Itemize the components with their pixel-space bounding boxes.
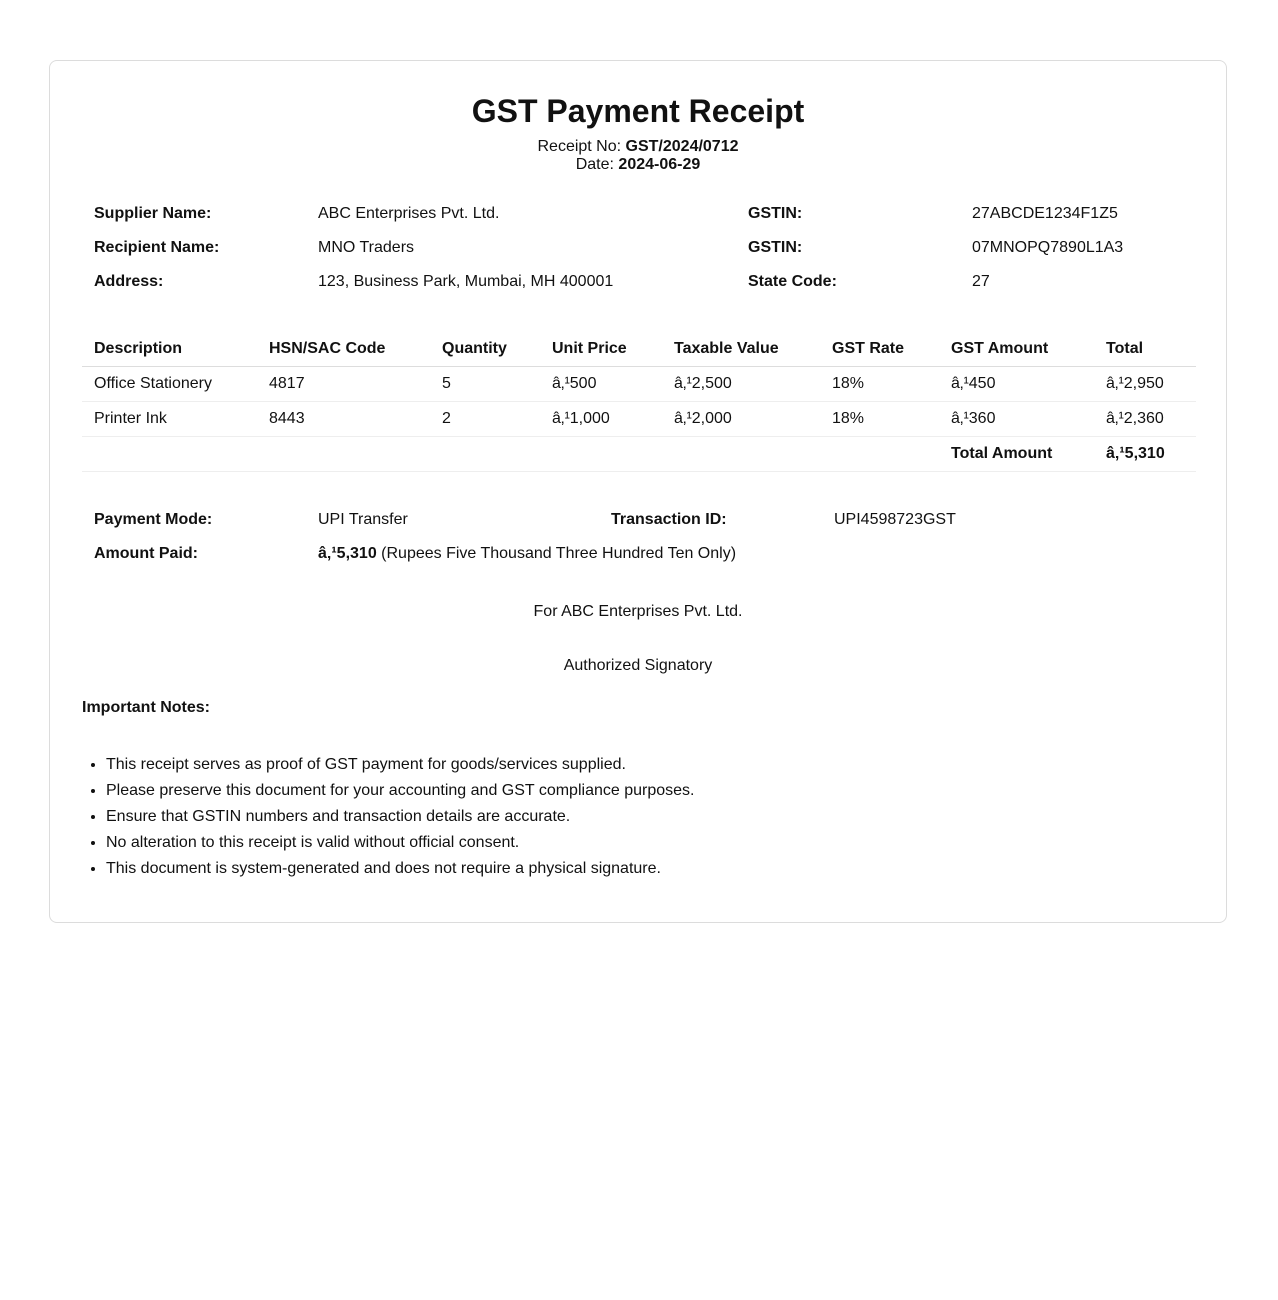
address-label: Address:	[94, 273, 164, 290]
amount-paid-words: (Rupees Five Thousand Three Hundred Ten Only)	[376, 545, 737, 562]
table-cell: â‚¹2,360	[1094, 402, 1196, 437]
table-cell: 18%	[820, 367, 939, 402]
amount-paid-row	[82, 537, 1196, 571]
table-cell: 18%	[820, 402, 939, 437]
column-header: Unit Price	[540, 331, 662, 367]
party-details-table	[82, 197, 1196, 299]
transaction-id-label: Transaction ID:	[611, 511, 727, 528]
notes-heading: Important Notes:	[82, 699, 210, 716]
list-item: • Please preserve this document for your accounting and GST compliance purposes.	[106, 778, 694, 804]
supplier-row	[82, 197, 1196, 231]
receipt-date-value: 2024-06-29	[618, 156, 701, 173]
page-title: GST Payment Receipt	[471, 93, 805, 129]
table-cell: Printer Ink	[82, 402, 257, 437]
table-cell: â‚¹1,000	[540, 402, 662, 437]
receipt-number-label: Receipt No:	[537, 138, 622, 155]
supplier-gstin-value: 27ABCDE1234F1Z5	[972, 205, 1118, 222]
amount-paid-value-cell	[306, 537, 1196, 571]
receipt-number-value: GST/2024/0712	[625, 138, 739, 155]
payment-mode-row	[82, 503, 1196, 537]
table-row	[82, 367, 1196, 402]
list-item: • This receipt serves as proof of GST payment for goods/services supplied.	[106, 752, 694, 778]
column-header: GST Amount	[939, 331, 1094, 367]
table-cell: â‚¹2,950	[1094, 367, 1196, 402]
column-header: HSN/SAC Code	[257, 331, 430, 367]
table-cell: 2	[430, 402, 540, 437]
state-code-label: State Code:	[748, 273, 837, 290]
table-cell: â‚¹500	[540, 367, 662, 402]
items-header-row	[82, 331, 1196, 367]
amount-paid-value: â‚¹5,310	[318, 545, 377, 562]
column-header: Total	[1094, 331, 1196, 367]
recipient-name-value: MNO Traders	[318, 239, 415, 256]
table-cell: 8443	[257, 402, 430, 437]
state-code-value: 27	[972, 273, 990, 290]
receipt-date-line	[50, 156, 1226, 174]
recipient-gstin-value: 07MNOPQ7890L1A3	[972, 239, 1124, 256]
receipt-number-line	[50, 138, 1226, 156]
column-header: Description	[82, 331, 257, 367]
payment-mode-label: Payment Mode:	[94, 511, 213, 528]
amount-paid-label: Amount Paid:	[94, 545, 198, 562]
address-row	[82, 265, 1196, 299]
total-row	[82, 437, 1196, 472]
column-header: GST Rate	[820, 331, 939, 367]
table-row	[82, 402, 1196, 437]
table-cell: â‚¹360	[939, 402, 1094, 437]
items-table	[82, 331, 1196, 472]
recipient-gstin-label: GSTIN:	[748, 239, 803, 256]
total-amount-label: Total Amount	[939, 437, 1094, 472]
payment-details-table	[82, 503, 1196, 571]
column-header: Quantity	[430, 331, 540, 367]
receipt-date-label: Date:	[575, 156, 614, 173]
recipient-name-label: Recipient Name:	[94, 239, 220, 256]
total-amount-value: â‚¹5,310	[1094, 437, 1196, 472]
signature-for-line: For ABC Enterprises Pvt. Ltd.	[533, 603, 743, 620]
address-value: 123, Business Park, Mumbai, MH 400001	[318, 273, 614, 290]
receipt-card	[49, 60, 1227, 923]
transaction-id-value: UPI4598723GST	[834, 511, 956, 528]
list-item: • Ensure that GSTIN numbers and transaction details are accurate.	[106, 804, 694, 830]
recipient-row	[82, 231, 1196, 265]
payment-mode-value: UPI Transfer	[318, 511, 408, 528]
supplier-gstin-label: GSTIN:	[748, 205, 803, 222]
list-item: • No alteration to this receipt is valid without official consent.	[106, 830, 694, 856]
authorized-signatory: Authorized Signatory	[563, 657, 713, 674]
column-header: Taxable Value	[662, 331, 820, 367]
table-cell: â‚¹2,500	[662, 367, 820, 402]
table-cell: 5	[430, 367, 540, 402]
table-cell: Office Stationery	[82, 367, 257, 402]
table-cell: â‚¹2,000	[662, 402, 820, 437]
table-cell: 4817	[257, 367, 430, 402]
table-cell: â‚¹450	[939, 367, 1094, 402]
notes-list	[82, 752, 694, 882]
supplier-name-label: Supplier Name:	[94, 205, 212, 222]
supplier-name-value: ABC Enterprises Pvt. Ltd.	[318, 205, 500, 222]
list-item: • This document is system-generated and does not require a physical signature.	[106, 856, 694, 882]
